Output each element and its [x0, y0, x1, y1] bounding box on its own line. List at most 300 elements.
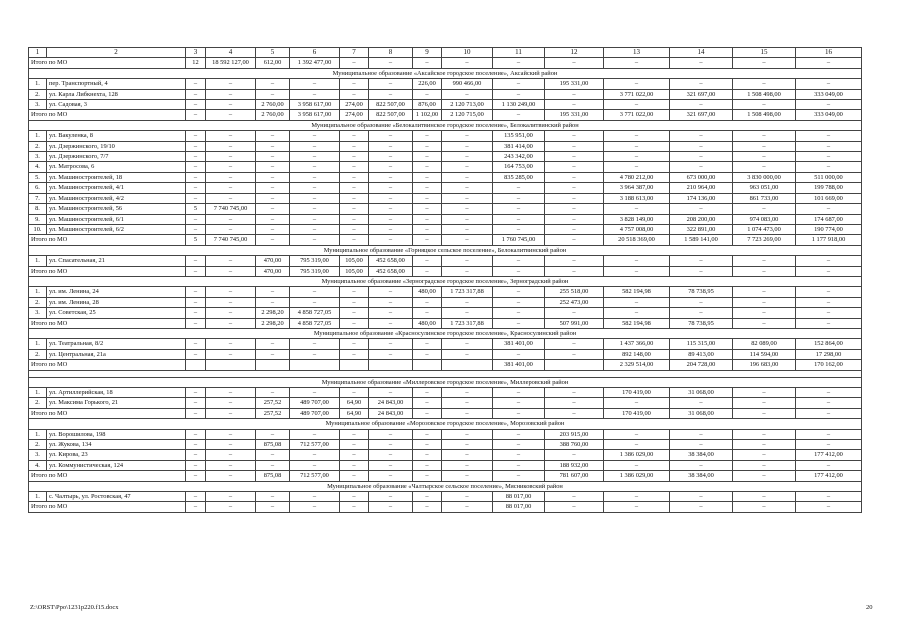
value-cell: – [796, 440, 862, 450]
value-cell [369, 360, 413, 370]
value-cell: – [604, 460, 670, 470]
value-cell: – [290, 183, 340, 193]
value-cell: – [670, 204, 733, 214]
value-cell: – [733, 460, 796, 470]
value-cell: – [256, 349, 290, 359]
value-cell: – [290, 162, 340, 172]
value-cell: – [413, 266, 442, 276]
value-cell: – [604, 398, 670, 408]
value-cell: – [545, 450, 604, 460]
value-cell: – [796, 398, 862, 408]
value-cell: 381 401,00 [493, 339, 545, 349]
value-cell: – [545, 266, 604, 276]
value-cell: 89 413,00 [670, 349, 733, 359]
value-cell: – [413, 460, 442, 470]
column-number: 9 [413, 48, 442, 58]
value-cell: – [290, 214, 340, 224]
value-cell: – [413, 141, 442, 151]
value-cell: – [442, 471, 493, 481]
value-cell: – [256, 141, 290, 151]
building-address: ул. Коммунистическая, 124 [47, 460, 186, 470]
value-cell: – [604, 162, 670, 172]
value-cell: – [413, 131, 442, 141]
value-cell: – [206, 266, 256, 276]
municipality-section-row [29, 120, 862, 130]
value-cell: – [369, 429, 413, 439]
building-address: ул. Машиностроителей, 18 [47, 172, 186, 182]
value-cell: 135 951,00 [493, 131, 545, 141]
municipality-title: Муниципальное образование «Миллеровское городское поселение», Миллеровский район [29, 377, 862, 387]
value-cell: – [369, 318, 413, 328]
value-cell: 114 594,00 [733, 349, 796, 359]
row-number: 3. [29, 100, 47, 110]
value-cell: – [604, 256, 670, 266]
value-cell: – [206, 349, 256, 359]
value-cell: – [290, 339, 340, 349]
value-cell: – [369, 224, 413, 234]
municipality-title: Муниципальное образование «Горняцкое сельское поселение», Белокалитвинский район [29, 245, 862, 255]
value-cell: – [545, 256, 604, 266]
subtotal-label: Итого по МО [29, 408, 186, 418]
value-cell: – [340, 152, 369, 162]
value-cell: – [186, 408, 206, 418]
value-cell: 2 120 713,00 [442, 100, 493, 110]
value-cell: – [186, 193, 206, 203]
spacer-cell [29, 370, 862, 377]
value-cell: – [670, 297, 733, 307]
value-cell: – [186, 440, 206, 450]
value-cell: 190 774,00 [796, 224, 862, 234]
value-cell: – [604, 152, 670, 162]
value-cell: – [340, 204, 369, 214]
value-cell: – [493, 429, 545, 439]
column-number: 10 [442, 48, 493, 58]
value-cell: 31 068,00 [670, 388, 733, 398]
value-cell: – [206, 141, 256, 151]
value-cell: – [369, 131, 413, 141]
value-cell: 582 194,98 [604, 287, 670, 297]
value-cell: – [442, 398, 493, 408]
value-cell: – [369, 152, 413, 162]
building-address: ул. Карла Либкнехта, 128 [47, 89, 186, 99]
column-number: 11 [493, 48, 545, 58]
row-number: 2. [29, 297, 47, 307]
row-number: 1. [29, 339, 47, 349]
value-cell: – [340, 297, 369, 307]
column-number: 5 [256, 48, 290, 58]
subtotal-row [29, 360, 862, 370]
building-address: ул. Ворошилова, 198 [47, 429, 186, 439]
value-cell: – [186, 131, 206, 141]
value-cell: – [206, 183, 256, 193]
value-cell: – [340, 141, 369, 151]
value-cell: – [369, 388, 413, 398]
value-cell: – [206, 214, 256, 224]
value-cell: – [369, 204, 413, 214]
value-cell: – [733, 440, 796, 450]
value-cell: – [796, 287, 862, 297]
value-cell: – [545, 162, 604, 172]
subtotal-label: Итого по МО [29, 360, 186, 370]
building-address: ул. Матросова, 6 [47, 162, 186, 172]
value-cell: – [545, 224, 604, 234]
value-cell: 12 [186, 58, 206, 68]
value-cell: 170 419,00 [604, 388, 670, 398]
value-cell: – [206, 429, 256, 439]
value-cell: – [206, 492, 256, 502]
value-cell: – [545, 214, 604, 224]
value-cell: – [290, 224, 340, 234]
column-number: 1 [29, 48, 47, 58]
value-cell: 452 658,00 [369, 266, 413, 276]
column-number: 16 [796, 48, 862, 58]
value-cell: 892 148,00 [604, 349, 670, 359]
building-address: ул. им. Ленина, 24 [47, 287, 186, 297]
value-cell: 188 932,00 [545, 460, 604, 470]
value-cell: – [206, 471, 256, 481]
value-cell: 274,00 [340, 110, 369, 120]
value-cell: – [670, 492, 733, 502]
value-cell: – [733, 131, 796, 141]
document-path: Z:\ORST\Ppo\1231p220.f15.docx [30, 604, 119, 611]
row-number: 10. [29, 224, 47, 234]
value-cell: – [206, 100, 256, 110]
value-cell: – [340, 287, 369, 297]
building-row [29, 214, 862, 224]
value-cell: – [256, 339, 290, 349]
subtotal-label: Итого по МО [29, 502, 186, 512]
value-cell: – [670, 79, 733, 89]
value-cell: – [670, 256, 733, 266]
value-cell: – [369, 440, 413, 450]
municipality-section-row [29, 419, 862, 429]
value-cell: 1 386 029,00 [604, 471, 670, 481]
value-cell: – [256, 131, 290, 141]
value-cell: – [206, 224, 256, 234]
value-cell: – [442, 235, 493, 245]
building-row [29, 297, 862, 307]
subtotal-row [29, 502, 862, 512]
value-cell: – [493, 204, 545, 214]
municipality-section-row [29, 276, 862, 286]
value-cell: – [413, 471, 442, 481]
value-cell: – [493, 58, 545, 68]
value-cell: 174 136,00 [670, 193, 733, 203]
value-cell: 511 000,00 [796, 172, 862, 182]
value-cell: 1 102,00 [413, 110, 442, 120]
value-cell: 243 342,00 [493, 152, 545, 162]
value-cell: – [733, 429, 796, 439]
value-cell: – [493, 214, 545, 224]
value-cell: – [186, 214, 206, 224]
building-address: ул. Кирова, 23 [47, 450, 186, 460]
value-cell: 1 392 477,00 [290, 58, 340, 68]
value-cell: 7 723 269,00 [733, 235, 796, 245]
value-cell: – [442, 256, 493, 266]
value-cell: – [796, 388, 862, 398]
value-cell: – [340, 349, 369, 359]
value-cell: – [442, 440, 493, 450]
subtotal-row [29, 471, 862, 481]
value-cell: – [186, 318, 206, 328]
value-cell: – [369, 308, 413, 318]
building-address: ул. Советская, 25 [47, 308, 186, 318]
value-cell: 480,00 [413, 287, 442, 297]
value-cell: – [545, 388, 604, 398]
value-cell: – [796, 297, 862, 307]
value-cell: – [206, 172, 256, 182]
value-cell: 963 051,00 [733, 183, 796, 193]
column-number: 14 [670, 48, 733, 58]
value-cell: – [369, 172, 413, 182]
row-number: 9. [29, 214, 47, 224]
value-cell: 1 723 317,88 [442, 287, 493, 297]
building-row [29, 388, 862, 398]
value-cell: – [206, 287, 256, 297]
value-cell: – [442, 502, 493, 512]
value-cell: 2 760,00 [256, 110, 290, 120]
value-cell: – [733, 100, 796, 110]
value-cell: – [733, 492, 796, 502]
building-address: ул. Вакуленка, 8 [47, 131, 186, 141]
value-cell: – [369, 89, 413, 99]
value-cell: 712 577,00 [290, 471, 340, 481]
value-cell [290, 360, 340, 370]
value-cell: – [186, 349, 206, 359]
value-cell: – [796, 162, 862, 172]
row-number: 8. [29, 204, 47, 214]
value-cell: – [604, 266, 670, 276]
value-cell: – [545, 141, 604, 151]
value-cell: 480,00 [413, 318, 442, 328]
value-cell: 990 466,00 [442, 79, 493, 89]
value-cell: – [442, 58, 493, 68]
value-cell: – [290, 235, 340, 245]
value-cell: – [442, 429, 493, 439]
value-cell: 88 017,00 [493, 502, 545, 512]
value-cell: – [604, 100, 670, 110]
value-cell: – [493, 398, 545, 408]
value-cell: – [493, 256, 545, 266]
value-cell: 3 964 387,00 [604, 183, 670, 193]
municipality-section-row [29, 68, 862, 78]
value-cell: – [206, 193, 256, 203]
value-cell: – [442, 308, 493, 318]
row-number: 1. [29, 131, 47, 141]
value-cell: 204 728,00 [670, 360, 733, 370]
value-cell: 489 707,00 [290, 408, 340, 418]
building-row [29, 398, 862, 408]
value-cell: – [369, 79, 413, 89]
value-cell: – [340, 235, 369, 245]
row-number: 1. [29, 287, 47, 297]
row-number: 1. [29, 388, 47, 398]
value-cell: – [670, 440, 733, 450]
value-cell: 152 864,00 [796, 339, 862, 349]
value-cell: – [670, 266, 733, 276]
value-cell: – [256, 492, 290, 502]
value-cell: 875,08 [256, 471, 290, 481]
value-cell: – [369, 235, 413, 245]
row-number: 3. [29, 152, 47, 162]
value-cell: – [290, 492, 340, 502]
building-row [29, 141, 862, 151]
value-cell: – [186, 100, 206, 110]
value-cell: – [604, 429, 670, 439]
value-cell: 196 683,00 [733, 360, 796, 370]
value-cell: – [442, 408, 493, 418]
value-cell: 1 386 029,00 [604, 450, 670, 460]
building-row [29, 460, 862, 470]
value-cell: – [413, 58, 442, 68]
value-cell: – [290, 287, 340, 297]
value-cell: 388 760,00 [545, 440, 604, 450]
value-cell: – [733, 141, 796, 151]
value-cell: 1 760 745,00 [493, 235, 545, 245]
value-cell: 321 697,00 [670, 110, 733, 120]
value-cell: – [256, 235, 290, 245]
value-cell: 489 707,00 [290, 398, 340, 408]
value-cell: 712 577,00 [290, 440, 340, 450]
value-cell: – [340, 318, 369, 328]
value-cell: – [369, 349, 413, 359]
value-cell: 64,90 [340, 398, 369, 408]
value-cell: 1 508 498,00 [733, 89, 796, 99]
value-cell: – [340, 339, 369, 349]
value-cell: 210 964,00 [670, 183, 733, 193]
value-cell: – [256, 388, 290, 398]
value-cell [442, 360, 493, 370]
value-cell: 195 331,00 [545, 79, 604, 89]
value-cell: – [206, 162, 256, 172]
value-cell: – [413, 450, 442, 460]
value-cell: – [670, 131, 733, 141]
value-cell: – [256, 89, 290, 99]
value-cell: 255 518,00 [545, 287, 604, 297]
building-row [29, 89, 862, 99]
value-cell: – [796, 460, 862, 470]
value-cell: – [340, 224, 369, 234]
value-cell: – [256, 297, 290, 307]
value-cell: – [545, 193, 604, 203]
value-cell: 795 319,00 [290, 266, 340, 276]
value-cell: 673 000,00 [670, 172, 733, 182]
value-cell: – [290, 193, 340, 203]
value-cell: – [206, 450, 256, 460]
value-cell: – [206, 460, 256, 470]
value-cell: – [493, 460, 545, 470]
value-cell: – [206, 318, 256, 328]
value-cell: – [733, 256, 796, 266]
value-cell: – [545, 339, 604, 349]
value-cell: – [733, 388, 796, 398]
value-cell: – [369, 287, 413, 297]
value-cell: – [340, 502, 369, 512]
building-address: ул. Спасательная, 21 [47, 256, 186, 266]
value-cell: – [256, 193, 290, 203]
value-cell: – [340, 79, 369, 89]
subtotal-row [29, 235, 862, 245]
value-cell: 321 697,00 [670, 89, 733, 99]
value-cell: – [413, 349, 442, 359]
value-cell: – [413, 398, 442, 408]
building-row [29, 224, 862, 234]
value-cell: – [206, 339, 256, 349]
value-cell: – [413, 235, 442, 245]
value-cell: 1 074 473,00 [733, 224, 796, 234]
value-cell: – [340, 89, 369, 99]
value-cell: – [206, 408, 256, 418]
value-cell: – [290, 131, 340, 141]
value-cell: – [413, 408, 442, 418]
value-cell: 3 830 000,00 [733, 172, 796, 182]
value-cell: 4 858 727,05 [290, 308, 340, 318]
row-number: 4. [29, 460, 47, 470]
value-cell: – [256, 204, 290, 214]
column-number: 15 [733, 48, 796, 58]
value-cell: – [604, 502, 670, 512]
row-number: 1. [29, 256, 47, 266]
value-cell: – [290, 141, 340, 151]
value-cell: – [186, 172, 206, 182]
value-cell: 381 401,00 [493, 360, 545, 370]
value-cell: 17 298,00 [796, 349, 862, 359]
building-address: ул. Центральная, 21а [47, 349, 186, 359]
subtotal-row [29, 110, 862, 120]
value-cell: – [186, 398, 206, 408]
value-cell: – [290, 172, 340, 182]
column-number: 6 [290, 48, 340, 58]
building-row [29, 183, 862, 193]
value-cell: 199 788,00 [796, 183, 862, 193]
value-cell: – [493, 450, 545, 460]
value-cell: – [733, 287, 796, 297]
value-cell: – [369, 162, 413, 172]
value-cell: 2 120 715,00 [442, 110, 493, 120]
value-cell: – [369, 460, 413, 470]
value-cell: 105,00 [340, 256, 369, 266]
value-cell: – [340, 440, 369, 450]
value-cell: – [796, 266, 862, 276]
row-number: 5. [29, 172, 47, 182]
value-cell: – [493, 471, 545, 481]
municipality-title: Муниципальное образование «Красносулинское городское поселение», Красносулинский район [29, 328, 862, 338]
value-cell: 7 740 745,00 [206, 235, 256, 245]
building-row [29, 256, 862, 266]
value-cell: – [186, 471, 206, 481]
value-cell: – [604, 440, 670, 450]
value-cell: 24 843,00 [369, 408, 413, 418]
column-number: 12 [545, 48, 604, 58]
value-cell: 507 991,00 [545, 318, 604, 328]
value-cell: 3 771 022,00 [604, 110, 670, 120]
value-cell: 177 412,00 [796, 450, 862, 460]
value-cell: 203 915,00 [545, 429, 604, 439]
value-cell: 38 384,00 [670, 450, 733, 460]
value-cell: – [493, 297, 545, 307]
value-cell: – [256, 79, 290, 89]
value-cell: – [340, 471, 369, 481]
value-cell: – [733, 308, 796, 318]
value-cell: – [442, 297, 493, 307]
value-cell: – [442, 266, 493, 276]
value-cell: 1 130 249,00 [493, 100, 545, 110]
value-cell: 3 188 613,00 [604, 193, 670, 203]
value-cell: – [493, 440, 545, 450]
value-cell: – [493, 110, 545, 120]
value-cell: – [733, 152, 796, 162]
value-cell: – [256, 214, 290, 224]
